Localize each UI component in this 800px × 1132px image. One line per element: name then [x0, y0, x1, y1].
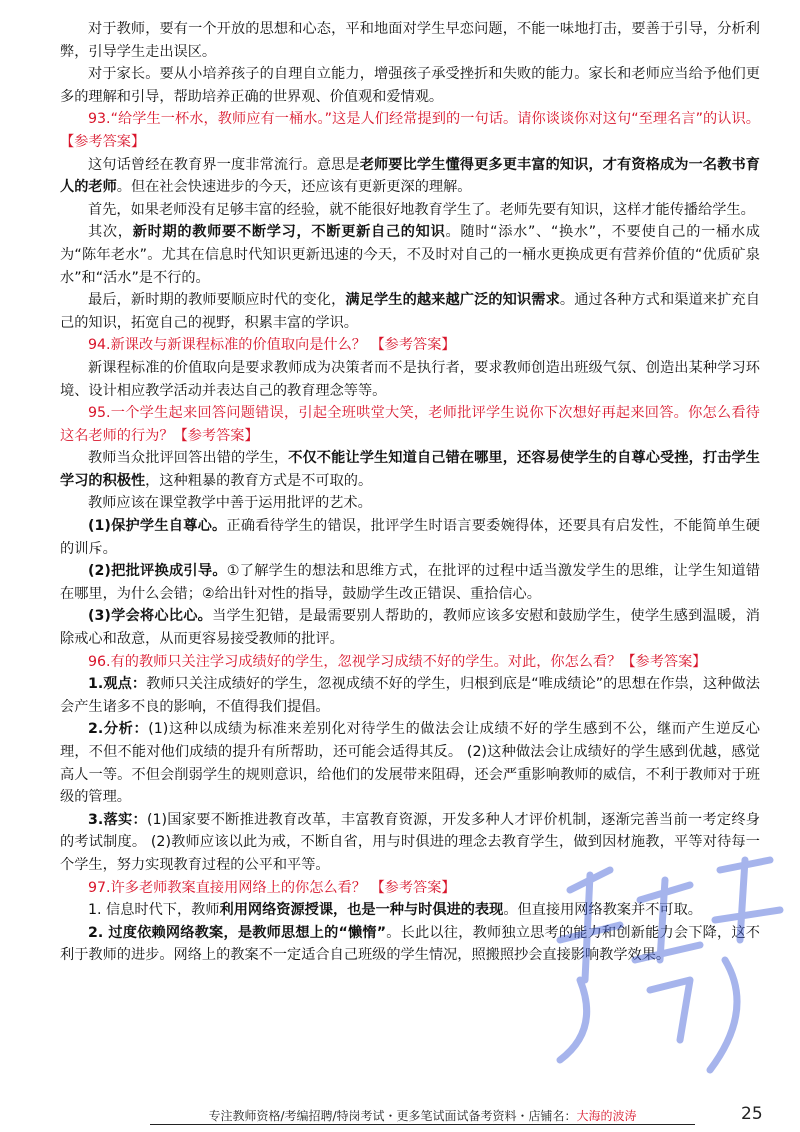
paragraph: [60, 560, 760, 605]
text-run: 97.许多老师教案直接用网络上的你怎么看？ 【参考答案】: [88, 879, 456, 896]
text-run: 1. 信息时代下，教师: [88, 902, 220, 919]
question-heading: [60, 108, 760, 153]
footer-text: [150, 1108, 695, 1125]
text-run: (1)国家要不断推进教育改革，丰富教育资源，开发多种人才评价机制，逐渐完善当前一考定终身的考试制度。 (2)教师应该以此为戒，不断自省，用与时俱进的理念去教育学生，做到因材施教，平等对待每一个学生，努力实现教育过程的公平和平等。: [60, 811, 760, 873]
bold-text: (1)保护学生自尊心。: [88, 518, 227, 535]
text-run: 首先，如果老师没有足够丰富的经验，就不能很好地教育学生了。老师先要有知识，这样才能传播给学生。: [88, 201, 755, 218]
text-run: 教师应该在课堂教学中善于运用批评的艺术。: [88, 495, 372, 512]
paragraph: [60, 18, 760, 63]
paragraph: [60, 221, 760, 289]
text-run: 当学生犯错，是最需要别人帮助的，教师应该多安慰和鼓励学生，使学生感到温暖，消除戒心和敌意，从而更容易接受教师的批评。: [60, 608, 760, 648]
paragraph: [60, 673, 760, 718]
paragraph: [60, 63, 760, 108]
footer-label: 专注教师资格/考编招聘/特岗考试・更多笔试面试备考资料・店铺名：: [208, 1109, 577, 1123]
bold-text: (2)把批评换成引导。: [88, 563, 227, 580]
text-run: 新课程标准的价值取向是要求教师成为决策者而不是执行者，要求教师创造出班级气氛、创造出某种学习环境、设计相应教学活动并表达自己的教育理念等等。: [60, 359, 760, 399]
paragraph: [60, 899, 760, 922]
text-run: 对于家长。要从小培养孩子的自理自立能力，增强孩子承受挫折和失败的能力。家长和老师应当给予他们更多的理解和引导，帮助培养正确的世界观、价值观和爱情观。: [60, 66, 760, 105]
document-body: [60, 18, 760, 967]
text-run: 最后，新时期的教师要顺应时代的变化，: [88, 292, 346, 309]
text-run: 93.“给学生一杯水，教师应有一桶水。”这是人们经常提到的一句话。请你谈谈你对这句“至理名言”的认识。 【参考答案】: [60, 111, 760, 150]
paragraph: [60, 922, 760, 967]
paragraph: [60, 809, 760, 877]
text-run: 教师只关注成绩好的学生，忽视成绩不好的学生，归根到底是“唯成绩论”的思想在作祟，这种做法会产生诸多不良的影响，不值得我们提倡。: [60, 676, 760, 715]
bold-text: 1.观点：: [88, 676, 147, 693]
text-run: 。但在社会快速进步的今天，还应该有更新更深的理解。: [116, 179, 472, 196]
paragraph: [60, 447, 760, 492]
paragraph: [60, 515, 760, 560]
text-run: 对于教师，要有一个开放的思想和心态，平和地面对学生早恋问题，不能一味地打击，要善于引导，分析利弊，引导学生走出误区。: [60, 21, 760, 60]
paragraph: [60, 492, 760, 515]
bold-text: 利用网络资源授课，也是一种与时俱进的表现: [219, 902, 504, 919]
bold-text: (3)学会将心比心。: [88, 608, 213, 625]
page-number: 25: [741, 1104, 763, 1124]
question-heading: [60, 877, 760, 900]
bold-text: 不仅不能让学生知道自己错在哪里，还容易使学生的自尊心受挫，打击学生学习的积极性: [60, 450, 760, 489]
bold-text: 3.落实：: [88, 811, 147, 828]
text-run: ，这种粗暴的教育方式是不可取的。: [145, 472, 373, 489]
text-run: 94.新课改与新课程标准的价值取向是什么？ 【参考答案】: [88, 337, 456, 354]
bold-text: 新时期的教师要不断学习，不断更新自己的知识: [132, 224, 446, 241]
question-heading: [60, 334, 760, 357]
text-run: ①了解学生的想法和思维方式，在批评的过程中适当激发学生的思维，让学生知道错在哪里，为什么会错；②给出针对性的指导，鼓励学生改正错误、重拾信心。: [60, 563, 760, 602]
page-footer: [0, 1104, 800, 1128]
question-heading: [60, 402, 760, 447]
paragraph: [60, 718, 760, 808]
question-heading: [60, 651, 760, 674]
paragraph: [60, 605, 760, 650]
bold-text: 2.分析：: [88, 721, 149, 738]
paragraph: [60, 154, 760, 199]
text-run: 96.有的教师只关注学习成绩好的学生，忽视学习成绩不好的学生。对此，你怎么看？【参考答案】: [88, 653, 707, 670]
bold-text: 老师要比学生懂得更多更丰富的知识，才有资格成为一名教书育人的老师: [60, 156, 760, 196]
text-run: 其次，: [88, 224, 133, 241]
paragraph: [60, 289, 760, 334]
text-run: (1)这种以成绩为标准来差别化对待学生的做法会让成绩不好的学生感到不公，继而产生逆反心理，不但不能对他们成绩的提升有所帮助，还可能会适得其反。 (2)这种做法会让成绩好的学生感到优越，感觉高人一等。不但会削弱学生的规则意识，给他们的发展带来阻碍，还会严重影响教师的威信，不利于教师对于班级的管理。: [60, 721, 760, 806]
bold-text: 满足学生的越来越广泛的知识需求: [345, 292, 560, 309]
text-run: 教师当众批评回答出错的学生，: [88, 450, 289, 467]
text-run: 95.一个学生起来回答问题错误，引起全班哄堂大笑，老师批评学生说你下次想好再起来回答。你怎么看待这名老师的行为？【参考答案】: [60, 405, 760, 444]
text-run: 这句话曾经在教育界一度非常流行。意思是: [88, 156, 360, 173]
footer-shop-name: 大海的波涛: [576, 1109, 637, 1123]
text-run: 。随时“添水”、“换水”，不要使自己的一桶水成为“陈年老水”。尤其在信息时代知识更新迅速的今天，不及时对自己的一桶水更换成更有营养价值的“优质矿泉水”和“活水”是不行的。: [60, 224, 760, 286]
text-run: 。但直接用网络教案并不可取。: [503, 902, 702, 919]
text-run: 。通过各种方式和渠道来扩充自己的知识，拓宽自己的视野，积累丰富的学识。: [60, 292, 760, 331]
text-run: 。长此以往，教师独立思考的能力和创新能力会下降，这不利于教师的进步。网络上的教案不一定适合自己班级的学生情况，照搬照抄会直接影响教学效果。: [60, 924, 760, 964]
bold-text: 2. 过度依赖网络教案，是教师思想上的“懒惰”: [88, 924, 387, 941]
paragraph: [60, 357, 760, 402]
text-run: 正确看待学生的错误，批评学生时语言要委婉得体，还要具有启发性，不能简单生硬的训斥。: [60, 518, 760, 557]
paragraph: [60, 199, 760, 222]
